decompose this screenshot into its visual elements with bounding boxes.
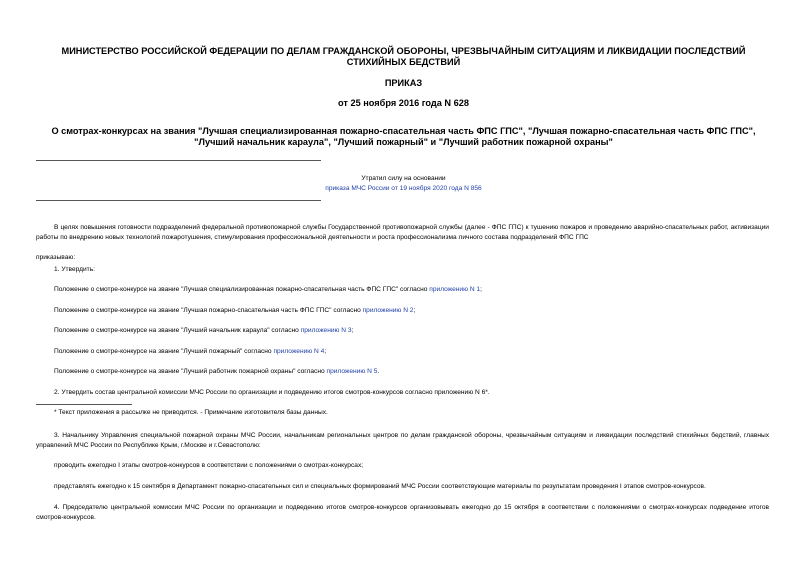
document-date-number: от 25 ноября 2016 года N 628: [338, 98, 469, 108]
document-type: ПРИКАЗ: [384, 78, 423, 88]
item-3a: проводить ежегодно I этапы смотров-конкурсов в соответствии с положениями о смотрах-конкурсах;: [54, 462, 364, 469]
item-1: 1. Утвердить:: [54, 266, 95, 273]
position-3-text: Положение о смотре-конкурсе на звание "Лучший начальник караула" согласно: [54, 327, 301, 334]
position-3-end: ;: [351, 327, 354, 334]
position-2: [36, 306, 769, 316]
divider-top: [36, 160, 321, 161]
status-line: Утратил силу на основании: [361, 175, 446, 182]
item-4: 4. Председателю центральной комиссии МЧС России по организации и подведению итогов смотров-конкурсов организовывать ежегодно до 15 октября в соответствии с положениями о смотрах-конкурсах подведение итогов смотров-конкурсов.: [36, 504, 769, 521]
item-2: 2. Утвердить состав центральной комиссии МЧС России по организации и подведению итогов смотров-конкурсов согласно приложению N 6*.: [54, 389, 490, 396]
ministry-heading: МИНИСТЕРСТВО РОССИЙСКОЙ ФЕДЕРАЦИИ ПО ДЕЛАМ ГРАЖДАНСКОЙ ОБОРОНЫ, ЧРЕЗВЫЧАЙНЫМ СИТУАЦИЯМ И ЛИКВИДАЦИИ ПОСЛЕДСТВИЙ СТИХИЙНЫХ БЕДСТВИЙ: [61, 46, 746, 67]
intro-paragraph: В целях повышения готовности подразделений федеральной противопожарной службы Государственной противопожарной службы (далее - ФПС ГПС) к тушению пожаров и проведению аварийно-спасательных работ, активизации работы по внедрению новых технологий пожаротушения, стимулирования профессиональной деятельности и роста профессионализма личного состава подразделений ФПС ГПС: [36, 224, 769, 241]
position-5-end: .: [377, 368, 380, 375]
position-5: [36, 367, 769, 377]
divider-bottom: [36, 200, 321, 201]
position-1-end: ;: [480, 286, 483, 293]
position-2-text: Положение о смотре-конкурсе на звание "Лучшая пожарно-спасательная часть ФПС ГПС" согласно: [54, 307, 363, 314]
position-5-text: Положение о смотре-конкурсе на звание "Лучший работник пожарной охраны" согласно: [54, 368, 327, 375]
position-2-end: ;: [413, 307, 416, 314]
position-3: [36, 326, 769, 336]
position-4-end: ;: [324, 348, 327, 355]
position-4: [36, 347, 769, 357]
status-link-line: [36, 184, 771, 194]
footnote-divider: [36, 404, 132, 405]
document-title: О смотрах-конкурсах на звания "Лучшая специализированная пожарно-спасательная часть ФПС ГПС", "Лучшая пожарно-спасательная часть ФПС ГПС", "Лучший начальник караула", "Лучший пожарный" и "Лучший работник пожарной охраны": [51, 126, 756, 147]
appendix-1-link[interactable]: приложению N 1: [429, 286, 481, 293]
position-1: [36, 285, 769, 295]
item-3b: представлять ежегодно к 15 сентября в Департамент пожарно-спасательных сил и специальных формирований МЧС России соответствующие материалы по результатам проведения I этапов смотров-конкурсов.: [54, 483, 706, 490]
repeal-order-link[interactable]: приказа МЧС России от 19 ноября 2020 года N 856: [325, 185, 482, 192]
appendix-3-link[interactable]: приложению N 3: [300, 327, 352, 334]
position-4-text: Положение о смотре-конкурсе на звание "Лучший пожарный" согласно: [54, 348, 274, 355]
footnote: * Текст приложения в рассылке не приводится. - Примечание изготовителя базы данных.: [54, 409, 328, 416]
position-1-text: Положение о смотре-конкурсе на звание "Лучшая специализированная пожарно-спасательная часть ФПС ГПС" согласно: [54, 286, 430, 293]
orders-line: приказываю:: [36, 254, 76, 261]
item-3: 3. Начальнику Управления специальной пожарной охраны МЧС России, начальникам региональных центров по делам гражданской обороны, чрезвычайным ситуациям и ликвидации последствий стихийных бедствий, главных управлений МЧС России по Республике Крым, г.Москве и г.Севастополю:: [36, 432, 769, 449]
appendix-4-link[interactable]: приложению N 4: [273, 348, 325, 355]
appendix-2-link[interactable]: приложению N 2: [362, 307, 414, 314]
appendix-5-link[interactable]: приложению N 5: [326, 368, 378, 375]
